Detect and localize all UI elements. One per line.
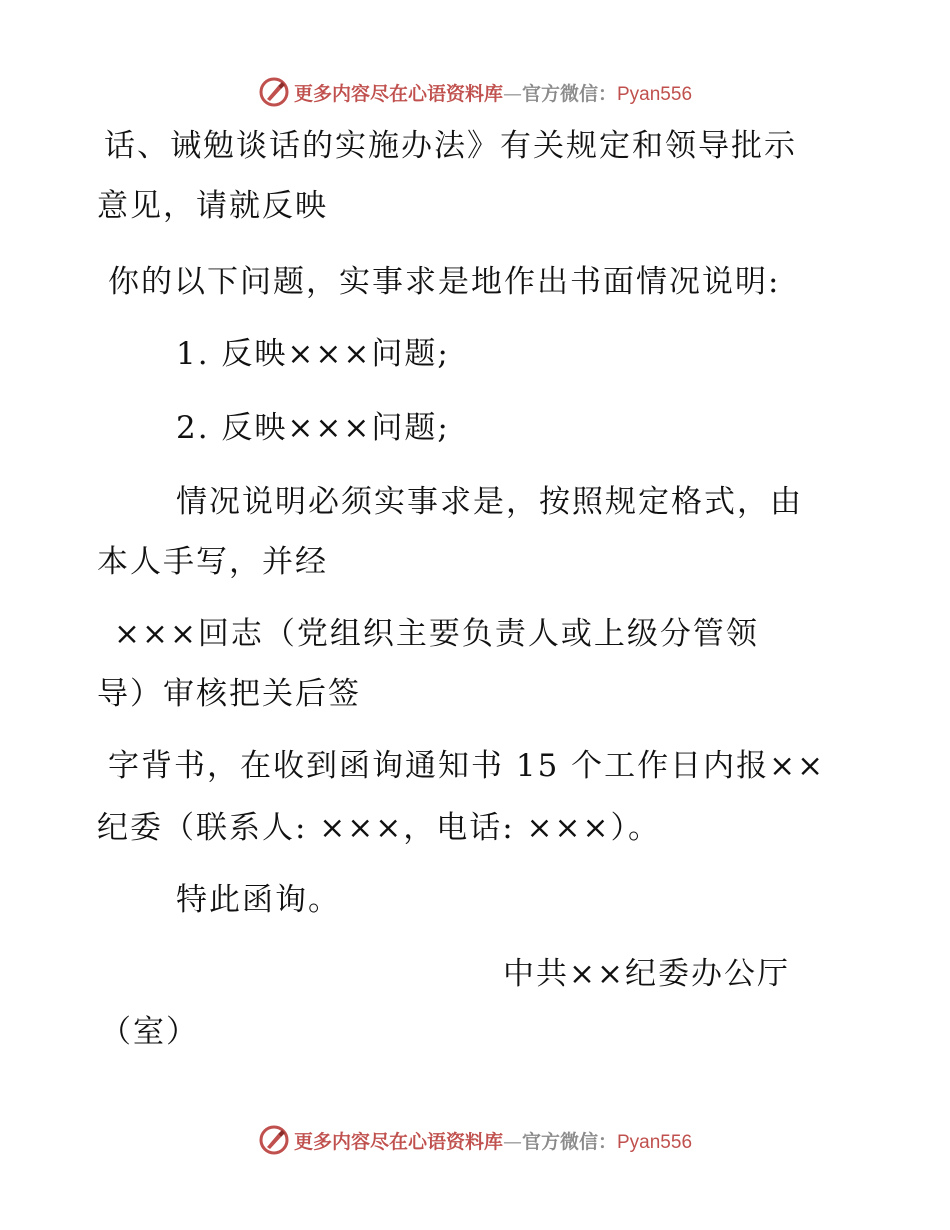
pen-circle-icon (258, 76, 290, 108)
watermark-main: 更多内容尽在心语资料库 (293, 82, 503, 105)
watermark-text (294, 79, 692, 106)
body-line-2: 意见，请就反映 (97, 188, 328, 224)
watermark-dash: — (502, 82, 522, 105)
watermark-wechat-label: 官方微信： (521, 82, 617, 105)
pen-circle-icon (258, 1124, 290, 1156)
body-line-10: 字背书，在收到函询通知书 15 个工作日内报×× (108, 748, 826, 784)
watermark-main: 更多内容尽在心语资料库 (293, 1130, 503, 1153)
body-line-3: 你的以下问题，实事求是地作出书面情况说明: (108, 264, 781, 300)
watermark-group (258, 1124, 692, 1156)
watermark-dash: — (502, 1130, 522, 1153)
signature-suffix: （室） (100, 1014, 199, 1050)
body-line-9: 导）审核把关后签 (97, 676, 361, 712)
body-line-1: 话、诫勉谈话的实施办法》有关规定和领导批示 (104, 128, 797, 164)
watermark-wechat-id: Pyan556 (617, 83, 693, 105)
watermark-wechat-label: 官方微信： (521, 1130, 617, 1153)
header-watermark (0, 72, 950, 112)
closing-line: 特此函询。 (176, 882, 341, 918)
watermark-group (258, 76, 692, 108)
signature-org: 中共××纪委办公厅 (503, 956, 790, 992)
body-line-11: 纪委（联系人: ×××，电话: ×××）。 (97, 810, 661, 846)
footer-watermark (0, 1120, 950, 1160)
list-item-1: 1. 反映×××问题; (176, 336, 450, 372)
body-line-7: 本人手写，并经 (97, 544, 328, 580)
watermark-text (294, 1127, 692, 1154)
list-item-2: 2. 反映×××问题; (176, 410, 450, 446)
watermark-wechat-id: Pyan556 (617, 1131, 693, 1153)
body-line-6: 情况说明必须实事求是，按照规定格式，由 (176, 484, 803, 520)
body-line-8: ×××回志（党组织主要负责人或上级分管领 (114, 616, 759, 652)
